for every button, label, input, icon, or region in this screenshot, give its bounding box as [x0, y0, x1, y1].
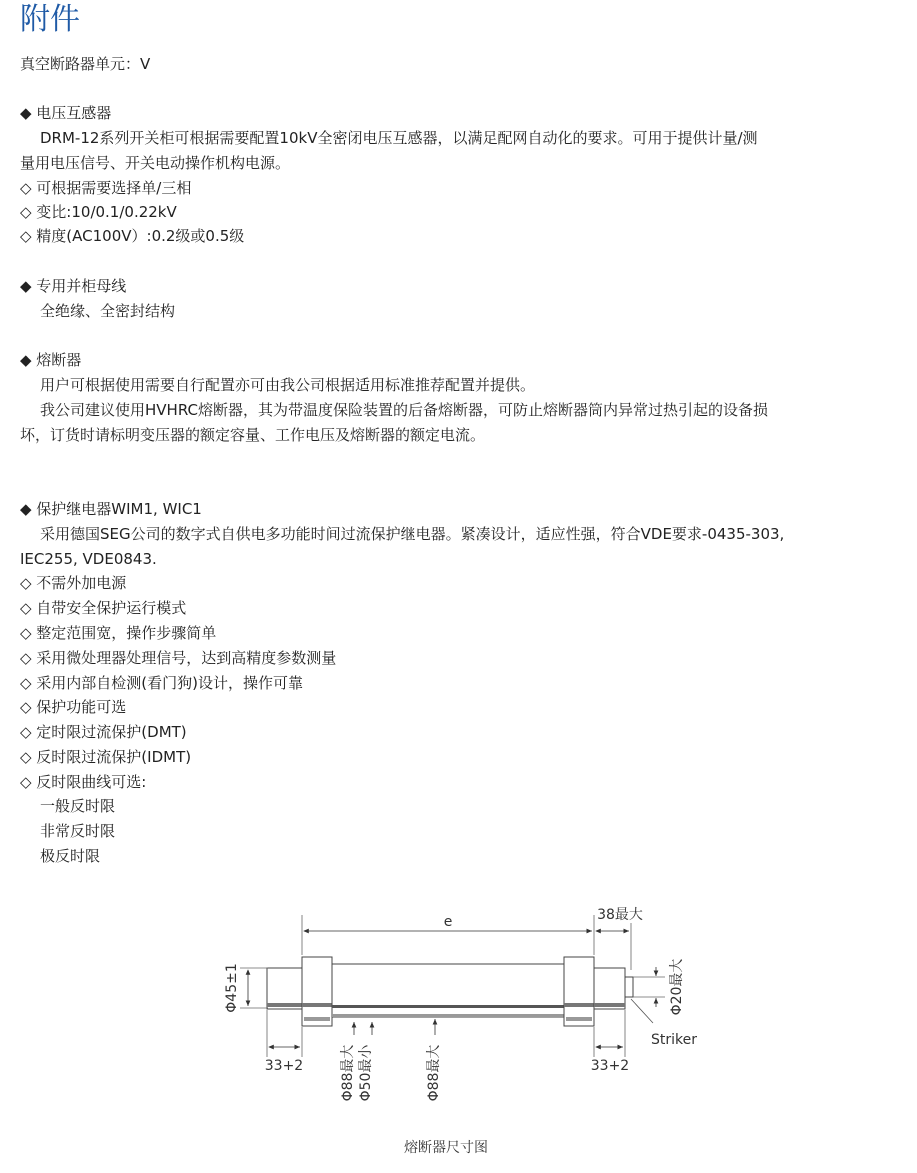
- vt-item: ◇ 变比:10/0.1/0.22kV: [20, 203, 177, 221]
- left-contact: [302, 957, 332, 1026]
- fuse-dimension-diagram: [0, 895, 917, 1170]
- dim-left: [265, 1010, 303, 1074]
- dim-38-label: 38最大: [597, 907, 643, 923]
- vt-desc-2: 量用电压信号、开关电动操作机构电源。: [20, 154, 291, 172]
- fuse-heading: ◆ 熔断器: [20, 351, 82, 369]
- dim-e: [302, 914, 594, 955]
- relay-item: ◇ 定时限过流保护(DMT): [20, 723, 187, 741]
- dim-right: [591, 1010, 629, 1074]
- fuse-desc-2: 我公司建议使用HVHRC熔断器，其为带温度保险装置的后备熔断器，可防止熔断器筒内异常过热引起的设备损: [40, 401, 768, 419]
- fuse-desc-1: 用户可根据使用需要自行配置亦可由我公司根据适用标准推荐配置并提供。: [40, 376, 536, 394]
- vt-desc-1: DRM-12系列开关柜可根据需要配置10kV全密闭电压互感器，以满足配网自动化的要求。可用于提供计量/测: [40, 129, 758, 147]
- striker-label: Striker: [651, 1032, 697, 1048]
- busbar-heading: ◆ 专用并柜母线: [20, 277, 127, 295]
- relay-desc-1: 采用德国SEG公司的数字式自供电多功能时间过流保护继电器。紧凑设计，适应性强，符合VDE要求-0435-303,: [40, 525, 785, 543]
- dim-45-label: Φ45±1: [224, 963, 240, 1013]
- dim-50-label: Φ50最小: [358, 1044, 374, 1102]
- relay-item: ◇ 保护功能可选: [20, 698, 127, 716]
- dim-45: [224, 963, 268, 1012]
- relay-item: ◇ 自带安全保护运行模式: [20, 599, 187, 617]
- dim-88a-label: Φ88最大: [340, 1044, 356, 1102]
- right-contact: [564, 957, 594, 1026]
- dim-88b-label: Φ88最大: [426, 1044, 442, 1102]
- dim-20-label: Φ20最大: [669, 958, 685, 1016]
- busbar-desc: 全绝缘、全密封结构: [40, 302, 176, 320]
- relay-item: ◇ 采用内部自检测(看门狗)设计，操作可靠: [20, 674, 304, 692]
- fuse-body: [332, 964, 564, 1017]
- vt-heading: ◆ 电压互感器: [20, 104, 112, 122]
- relay-item: ◇ 反时限过流保护(IDMT): [20, 748, 192, 766]
- dim-right-label: 33+2: [590, 1058, 630, 1074]
- relay-item: ◇ 不需外加电源: [20, 574, 127, 592]
- relay-curve: 极反时限: [40, 847, 101, 865]
- dim-20: [633, 959, 685, 1016]
- relay-item: ◇ 整定范围宽，操作步骤简单: [20, 624, 217, 642]
- striker-pin: [625, 977, 633, 997]
- relay-desc-2: IEC255, VDE0843.: [20, 550, 157, 568]
- relay-item: ◇ 反时限曲线可选:: [20, 773, 147, 791]
- relay-heading: ◆ 保护继电器WIM1, WIC1: [20, 500, 202, 518]
- relay-item: ◇ 采用微处理器处理信号，达到高精度参数测量: [20, 649, 337, 667]
- fuse-desc-3: 坏，订货时请标明变压器的额定容量、工作电压及熔断器的额定电流。: [20, 426, 486, 444]
- vt-item: ◇ 可根据需要选择单/三相: [20, 179, 192, 197]
- unit-line: 真空断路器单元：V: [20, 55, 151, 73]
- page-title: 附件: [20, 2, 80, 37]
- relay-curve: 一般反时限: [40, 797, 116, 815]
- dim-e-label: e: [443, 914, 453, 930]
- dim-38: [596, 906, 643, 970]
- vt-item: ◇ 精度(AC100V）:0.2级或0.5级: [20, 227, 245, 245]
- dim-left-label: 33+2: [264, 1058, 304, 1074]
- relay-curve: 非常反时限: [40, 822, 116, 840]
- diagram-caption: 熔断器尺寸图: [404, 1140, 488, 1156]
